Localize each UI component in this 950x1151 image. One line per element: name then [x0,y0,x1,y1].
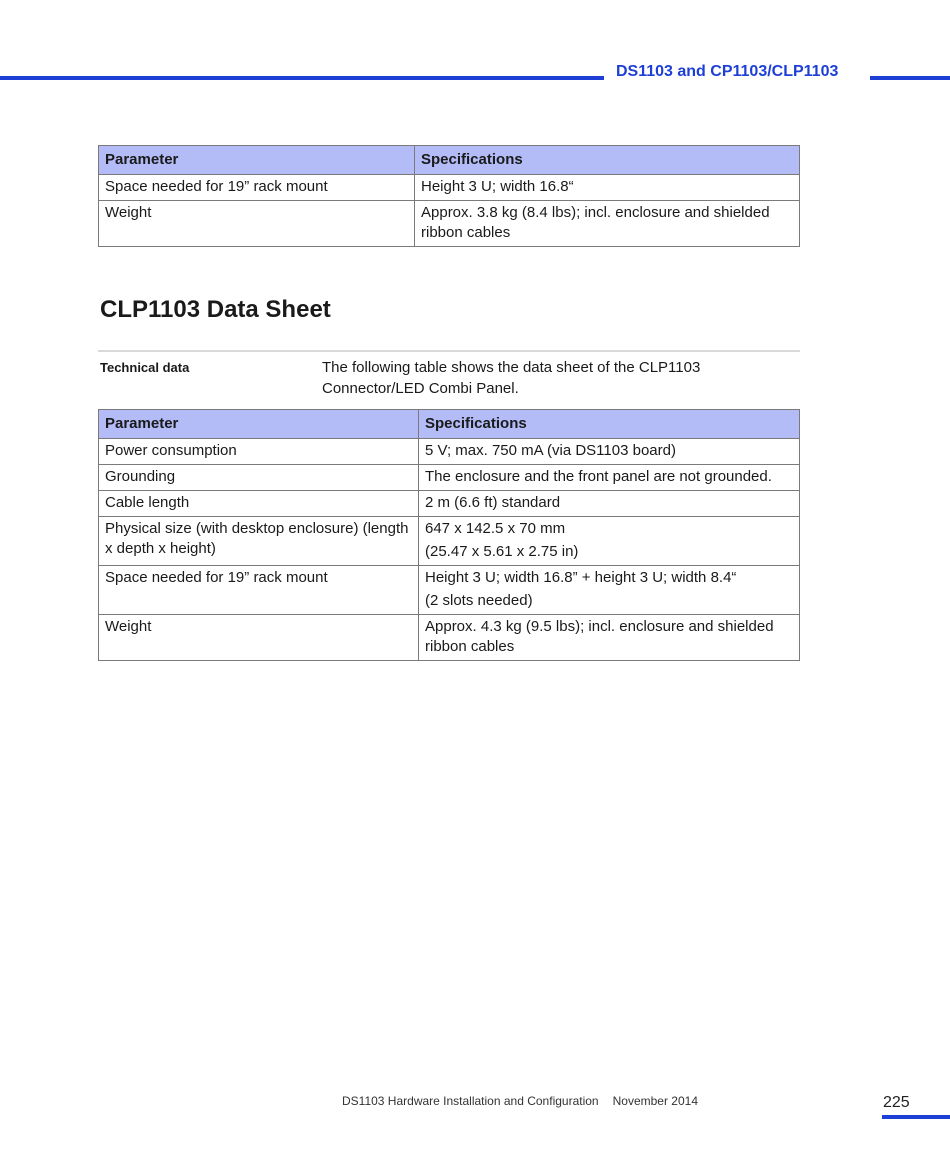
header-rule-right [870,76,950,80]
table-header-row [99,146,800,175]
specification-cell: Approx. 4.3 kg (9.5 lbs); incl. enclosure and shielded ribbon cables [419,615,800,661]
table-row [99,566,800,615]
parameter-cell: Space needed for 19” rack mount [99,566,419,615]
column-header-parameter: Parameter [99,410,419,439]
section-title: CLP1103 Data Sheet [100,296,331,323]
specification-line: Height 3 U; width 16.8” + height 3 U; width 8.4“ [425,569,737,586]
table-row [99,465,800,491]
section-divider [98,350,800,352]
specification-cell [419,517,800,566]
footer-rule [882,1115,950,1119]
specification-cell: Height 3 U; width 16.8“ [415,175,800,201]
specification-line-secondary: (25.47 x 5.61 x 2.75 in) [425,543,579,560]
column-header-parameter: Parameter [99,146,415,175]
specification-cell: 2 m (6.6 ft) standard [419,491,800,517]
specification-line-secondary: (2 slots needed) [425,592,533,609]
intro-paragraph: The following table shows the data sheet of the CLP1103 Connector/LED Combi Panel. [322,359,701,397]
table-header-row [99,410,800,439]
parameter-cell: Weight [99,201,415,247]
footer [342,1094,698,1108]
side-label: Technical data [100,360,190,375]
table-row [99,491,800,517]
parameter-cell: Physical size (with desktop enclosure) (length x depth x height) [99,517,419,566]
table-row [99,175,800,201]
specification-cell: The enclosure and the front panel are not grounded. [419,465,800,491]
table-row [99,517,800,566]
parameter-cell: Cable length [99,491,419,517]
table-row [99,615,800,661]
spec-table-cp1103 [98,145,800,247]
header-rule-left [0,76,604,80]
parameter-cell: Weight [99,615,419,661]
footer-document-title: DS1103 Hardware Installation and Configuration [342,1094,599,1108]
parameter-cell: Grounding [99,465,419,491]
table-row [99,439,800,465]
footer-date: November 2014 [612,1094,698,1108]
parameter-cell: Power consumption [99,439,419,465]
specification-cell [419,566,800,615]
spec-table-clp1103 [98,409,800,661]
table-row [99,201,800,247]
specification-cell: 5 V; max. 750 mA (via DS1103 board) [419,439,800,465]
specification-line: 647 x 142.5 x 70 mm [425,520,566,537]
specification-cell: Approx. 3.8 kg (8.4 lbs); incl. enclosure and shielded ribbon cables [415,201,800,247]
running-header-title: DS1103 and CP1103/CLP1103 [616,63,839,80]
column-header-specifications: Specifications [415,146,800,175]
column-header-specifications: Specifications [419,410,800,439]
page-number: 225 [883,1094,910,1111]
parameter-cell: Space needed for 19” rack mount [99,175,415,201]
